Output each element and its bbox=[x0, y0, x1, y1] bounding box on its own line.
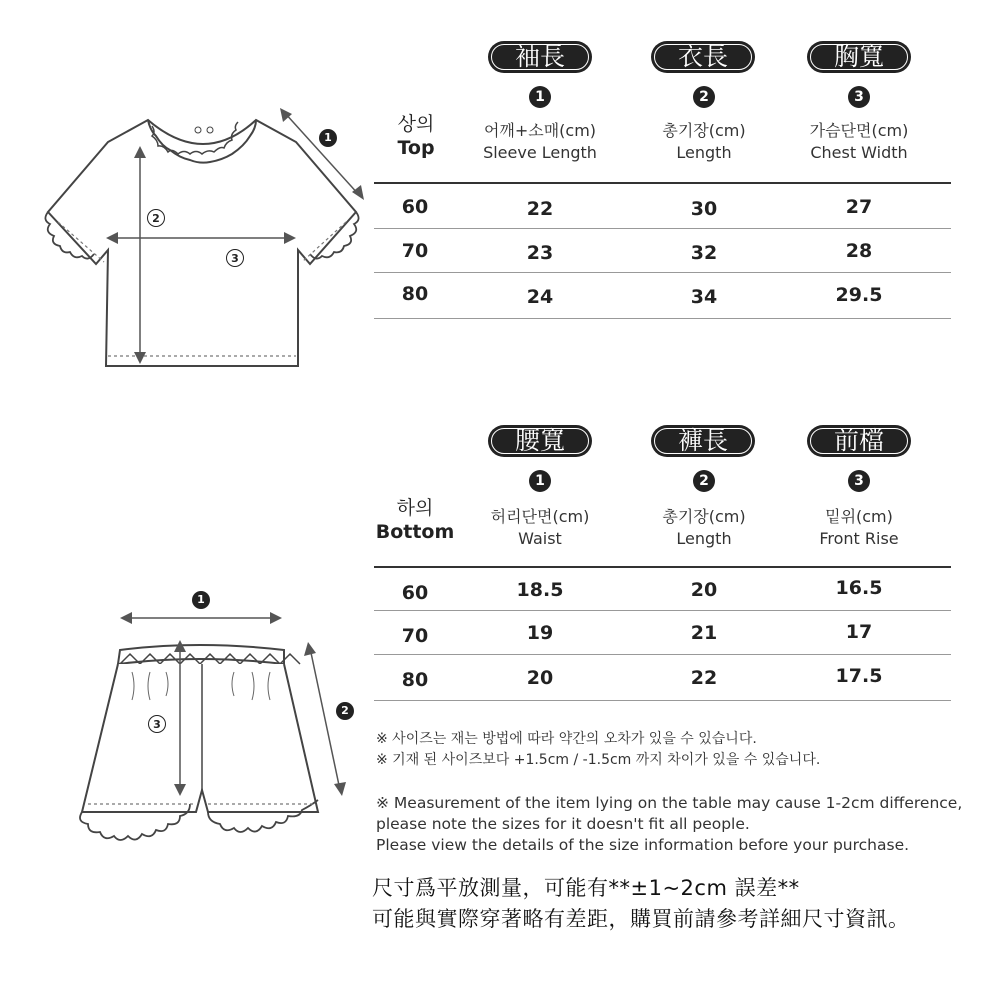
bottom-col2-number: 2 bbox=[693, 470, 715, 492]
bottom-col1-en: Waist bbox=[518, 529, 562, 548]
top-col1-header bbox=[455, 120, 625, 164]
bottom-col2-pill: 褲長 bbox=[651, 425, 755, 457]
top-row-size: 80 bbox=[401, 283, 429, 305]
top-col1-pill: 袖長 bbox=[488, 41, 592, 73]
top-row-divider bbox=[374, 228, 951, 229]
bottom-col3-number: 3 bbox=[848, 470, 870, 492]
note-ko-2: ※ 기재 된 사이즈보다 +1.5cm / -1.5cm 까지 차이가 있을 수 있습니다. bbox=[376, 752, 821, 768]
top-col3-ko: 가슴단면(cm) bbox=[809, 121, 909, 140]
bottom-table-header-rule bbox=[374, 566, 951, 568]
bottom-diagram-marker-3: 3 bbox=[148, 715, 166, 733]
bottom-cell: 21 bbox=[690, 622, 718, 644]
top-table-bottom-rule bbox=[374, 318, 951, 319]
bottom-row-size: 70 bbox=[401, 625, 429, 647]
bottom-cell: 22 bbox=[690, 667, 718, 689]
bottom-row-divider bbox=[374, 654, 951, 655]
bottom-label-en: Bottom bbox=[375, 521, 455, 543]
bottom-row-size: 80 bbox=[401, 669, 429, 691]
bottom-col3-ko: 밑위(cm) bbox=[825, 507, 893, 526]
top-row-divider bbox=[374, 272, 951, 273]
bottom-row-label bbox=[375, 496, 455, 544]
bottom-cell: 17 bbox=[845, 621, 873, 643]
bottom-col1-ko: 허리단면(cm) bbox=[490, 507, 590, 526]
top-col2-en: Length bbox=[676, 143, 732, 162]
top-cell: 34 bbox=[690, 286, 718, 308]
top-diagram-marker-3: 3 bbox=[226, 249, 244, 267]
top-col3-number: 3 bbox=[848, 86, 870, 108]
top-col2-number: 2 bbox=[693, 86, 715, 108]
top-cell: 29.5 bbox=[835, 284, 883, 306]
top-col2-header bbox=[619, 120, 789, 164]
bottom-col1-pill: 腰寬 bbox=[488, 425, 592, 457]
note-cn-1: 尺寸爲平放測量，可能有**±1~2cm 誤差** bbox=[372, 876, 800, 900]
top-col2-ko: 총기장(cm) bbox=[662, 121, 746, 140]
top-cell: 32 bbox=[690, 242, 718, 264]
bottom-col3-header bbox=[774, 506, 944, 550]
note-en-1: ※ Measurement of the item lying on the table may cause 1-2cm difference, bbox=[376, 794, 963, 812]
bottom-cell: 20 bbox=[690, 579, 718, 601]
top-label-ko: 상의 bbox=[397, 113, 435, 135]
top-col3-pill: 胸寬 bbox=[807, 41, 911, 73]
bottom-col2-en: Length bbox=[676, 529, 732, 548]
bottom-row-size: 60 bbox=[401, 582, 429, 604]
bottom-cell: 18.5 bbox=[516, 579, 564, 601]
bottom-col1-header bbox=[455, 506, 625, 550]
top-cell: 24 bbox=[526, 286, 554, 308]
bottom-diagram-marker-1: 1 bbox=[192, 591, 210, 609]
bottom-label-ko: 하의 bbox=[396, 497, 434, 519]
bottom-diagram-marker-2: 2 bbox=[336, 702, 354, 720]
top-label-en: Top bbox=[397, 137, 435, 159]
bottom-shorts-illustration bbox=[0, 0, 380, 900]
bottom-cell: 16.5 bbox=[835, 577, 883, 599]
top-cell: 22 bbox=[526, 198, 554, 220]
top-col1-ko: 어깨+소매(cm) bbox=[483, 121, 597, 140]
top-row-size: 60 bbox=[401, 196, 429, 218]
bottom-cell: 17.5 bbox=[835, 665, 883, 687]
bottom-cell: 20 bbox=[526, 667, 554, 689]
top-col3-header bbox=[774, 120, 944, 164]
top-col1-number: 1 bbox=[529, 86, 551, 108]
bottom-cell: 19 bbox=[526, 622, 554, 644]
bottom-col2-header bbox=[619, 506, 789, 550]
bottom-col3-pill: 前檔 bbox=[807, 425, 911, 457]
top-col1-en: Sleeve Length bbox=[483, 143, 597, 162]
top-diagram-marker-2: 2 bbox=[147, 209, 165, 227]
top-cell: 28 bbox=[845, 240, 873, 262]
top-cell: 27 bbox=[845, 196, 873, 218]
bottom-row-divider bbox=[374, 610, 951, 611]
top-col3-en: Chest Width bbox=[810, 143, 908, 162]
bottom-col2-ko: 총기장(cm) bbox=[662, 507, 746, 526]
note-ko-1: ※ 사이즈는 재는 방법에 따라 약간의 오차가 있을 수 있습니다. bbox=[376, 731, 757, 747]
top-table-header-rule bbox=[374, 182, 951, 184]
bottom-col3-en: Front Rise bbox=[819, 529, 899, 548]
note-en-2: please note the sizes for it doesn't fit all people. bbox=[376, 815, 750, 833]
top-cell: 23 bbox=[526, 242, 554, 264]
top-row-size: 70 bbox=[401, 240, 429, 262]
top-col2-pill: 衣長 bbox=[651, 41, 755, 73]
bottom-table-bottom-rule bbox=[374, 700, 951, 701]
top-row-label bbox=[376, 112, 456, 160]
top-cell: 30 bbox=[690, 198, 718, 220]
note-cn-2: 可能與實際穿著略有差距，購買前請參考詳細尺寸資訊。 bbox=[372, 907, 910, 931]
top-diagram-marker-1: 1 bbox=[319, 129, 337, 147]
note-en-3: Please view the details of the size information before your purchase. bbox=[376, 836, 910, 854]
bottom-col1-number: 1 bbox=[529, 470, 551, 492]
